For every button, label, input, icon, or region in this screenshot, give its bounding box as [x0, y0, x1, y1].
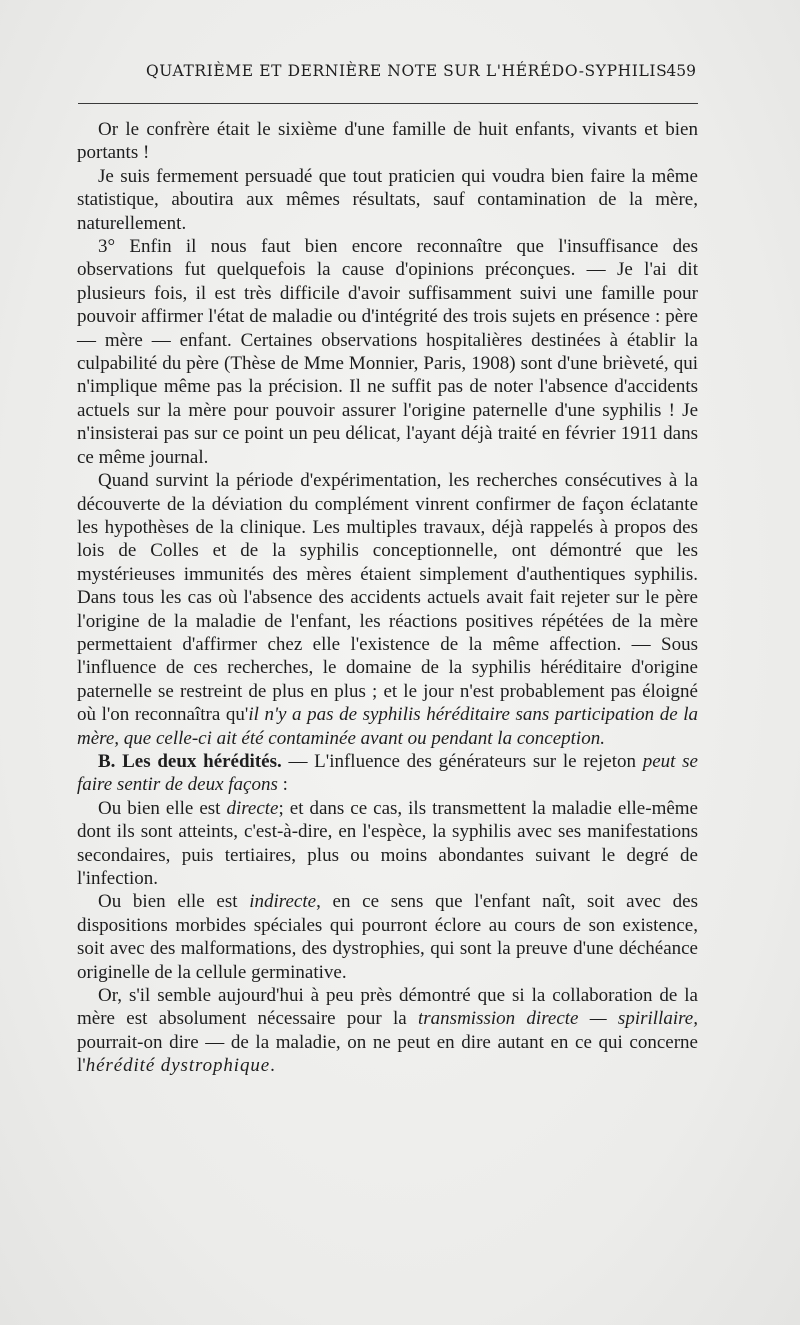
- paragraph-3: [77, 235, 698, 469]
- paragraph-8: [77, 984, 698, 1078]
- running-title: QUATRIÈME ET DERNIÈRE NOTE SUR L'HÉRÉDO-SYPHILIS: [146, 62, 668, 80]
- paragraph-6-italic: directe: [226, 797, 279, 819]
- paragraph-2-text: Je suis fermement persuadé que tout praticien qui voudra bien faire la même statistique, aboutira aux mêmes résultats, sauf contamination de la mère, naturellement.: [77, 165, 698, 234]
- paragraph-8-italic-2: hérédité dystrophique: [85, 1055, 271, 1077]
- paragraph-5-text: — L'influence des générateurs sur le rejeton: [281, 750, 643, 772]
- paragraph-8-b: pourrait-on dire — de la maladie, on ne peut en dire autant en ce qui concerne l': [77, 1031, 698, 1077]
- paragraph-8-end: .: [270, 1055, 275, 1077]
- running-head: [78, 62, 698, 90]
- paragraph-7-italic: indirecte: [249, 891, 317, 913]
- paragraph-8-a: Or, s'il semble aujourd'hui à peu près démontré que si la collaboration de la mère est absolument nécessaire pour la: [77, 985, 698, 1030]
- paragraph-2: [77, 165, 698, 235]
- header-rule: [78, 103, 698, 104]
- paragraph-1-text: Or le confrère était le sixième d'une famille de huit enfants, vivants et bien portants !: [77, 119, 698, 164]
- paragraph-5-end: :: [277, 774, 288, 796]
- paragraph-4-text: Quand survint la période d'expérimentation, les recherches consécutives à la découverte de la déviation du complément vinrent confirmer de façon éclatante les hypothèses de la clinique. Les multiples travaux, déjà rappelés à propos des lois de Colles et de la syphilis conceptionnelle, ont démontré que les mystérieuses immunités des mères étaient simplement d'authentiques syphilis. Dans tous les cas où l'absence des accidents actuels avait fait rejeter sur le père l'origine de la maladie de l'enfant, les réactions positives répétées de la mère permettaient d'affirmer chez elle l'existence de la même affection. — Sous l'influence de ces recherches, le domaine de la syphilis héréditaire d'origine paternelle se restreint de plus en plus ; et le jour n'est probablement pas éloigné où l'on reconnaîtra qu': [77, 470, 698, 726]
- page-number: 459: [666, 62, 696, 80]
- paragraph-5-italic: peut se faire sentir de deux façons: [77, 750, 698, 796]
- paragraph-7: [77, 890, 698, 984]
- paragraph-1: [77, 118, 698, 165]
- paragraph-6-b: ; et dans ce cas, ils transmettent la maladie elle-même dont ils sont atteints, c'est-à-dire, en l'espèce, la syphilis avec ses manifestations secondaires, puis tertiaires, plus ou moins abondantes suivant le degré de l'infection.: [77, 797, 698, 889]
- paragraph-6-a: Ou bien elle est: [98, 797, 227, 819]
- paragraph-4-italic: il n'y a pas de syphilis héréditaire sans participation de la mère, que celle-ci ait été contaminée avant ou pendant la conception.: [77, 704, 698, 749]
- paragraph-4: [77, 469, 698, 750]
- section-heading-b: B. Les deux hérédités.: [98, 750, 282, 772]
- paragraph-5: [77, 750, 698, 797]
- body-text: [77, 118, 698, 1078]
- paragraph-7-b: , en ce sens que l'enfant naît, soit avec des dispositions morbides spéciales qui pourront éclore au cours de son existence, soit avec des malformations, des dystrophies, qui sont la preuve d'une déchéance originelle de la cellule germinative.: [77, 891, 698, 983]
- paragraph-7-a: Ou bien elle est: [98, 891, 250, 913]
- paragraph-8-italic-1: transmission directe — spirillaire,: [418, 1008, 698, 1030]
- paragraph-6: [77, 797, 698, 891]
- paragraph-3-text: 3° Enfin il nous faut bien encore reconnaître que l'insuffisance des observations fut quelquefois la cause d'opinions préconçues. — Je l'ai dit plusieurs fois, il est très difficile d'avoir suffisamment suivi une famille pour pouvoir affirmer l'état de maladie ou d'intégrité des trois sujets en présence : père — mère — enfant. Certaines observations hospitalières destinées à établir la culpabilité du père (Thèse de Mme Monnier, Paris, 1908) sont d'une brièveté, qui n'implique même pas la précision. Il ne suffit pas de noter l'absence d'accidents actuels sur la mère pour pouvoir assurer l'origine paternelle d'une syphilis ! Je n'insisterai pas sur ce point un peu délicat, l'ayant déjà traité en février 1911 dans ce même journal.: [77, 236, 698, 468]
